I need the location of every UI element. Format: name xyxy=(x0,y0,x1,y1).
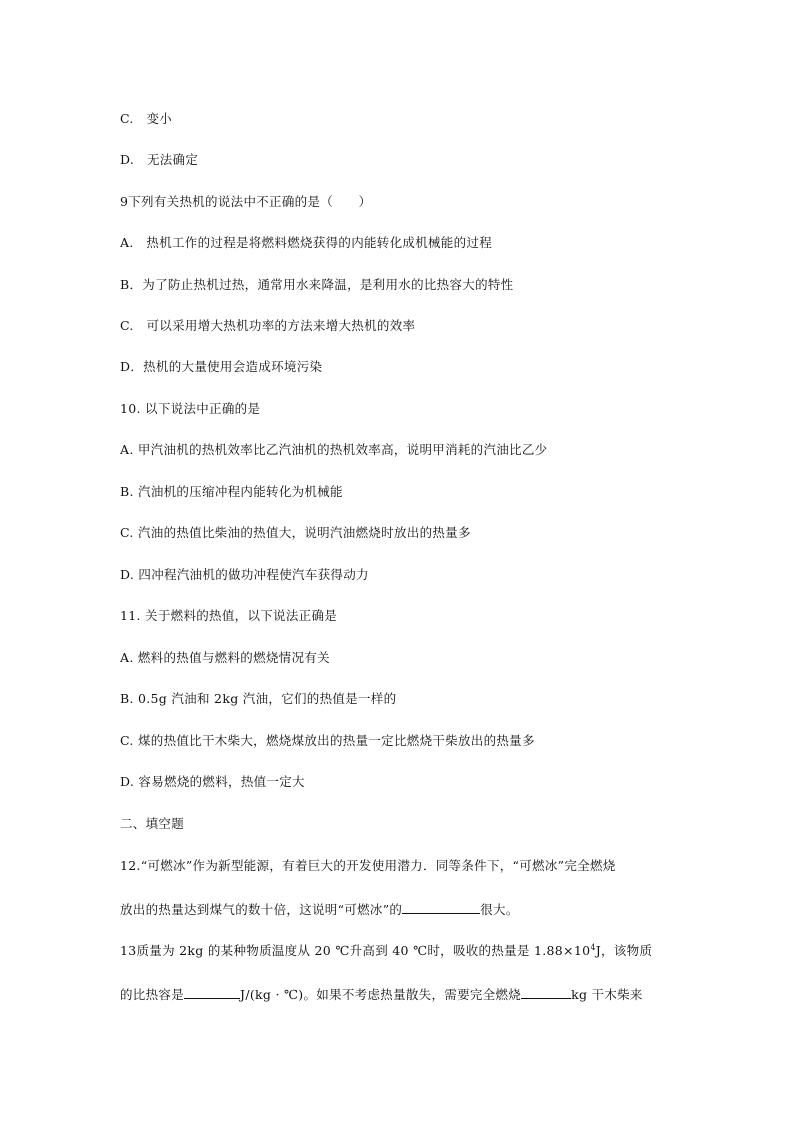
q11-option-a: A. 燃料的热值与燃料的燃烧情况有关 xyxy=(120,650,330,665)
question-12-line2 xyxy=(120,901,519,918)
q9-option-b: B．为了防止热机过热，通常用水来降温，是利用水的比热容大的特性 xyxy=(120,277,514,292)
q10-option-d: D. 四冲程汽油机的做功冲程使汽车获得动力 xyxy=(120,567,369,582)
q13-line2-before: 的比热容是 xyxy=(120,987,185,1002)
option-c-line: C. 变小 xyxy=(120,111,173,126)
q10-option-a: A. 甲汽油机的热机效率比乙汽油机的热机效率高，说明甲消耗的汽油比乙少 xyxy=(120,442,548,457)
question-9: 9下列有关热机的说法中不正确的是（ ） xyxy=(120,194,372,209)
q9-option-d: D．热机的大量使用会造成环境污染 xyxy=(120,359,323,374)
q13-line2-middle: J/(kg · ℃)。如果不考虑热量散失，需要完全燃烧 xyxy=(240,987,522,1002)
q12-answer-blank[interactable] xyxy=(402,901,480,914)
q13-text-after: J，该物质 xyxy=(595,943,653,958)
section-heading-fill-blank: 二、填空题 xyxy=(120,816,185,831)
q13-mass-blank[interactable] xyxy=(521,986,571,999)
q13-text: 13质量为 2kg 的某种物质温度从 20 ℃升高到 40 ℃时，吸收的热量是 1.88×10 xyxy=(120,943,591,958)
question-13-line2 xyxy=(120,986,643,1003)
option-d-line: D. 无法确定 xyxy=(120,152,199,167)
q13-specific-heat-blank[interactable] xyxy=(184,986,240,999)
q12-text-before: 放出的热量达到煤气的数十倍，这说明“可燃冰”的 xyxy=(120,902,403,917)
q11-option-b: B. 0.5g 汽油和 2kg 汽油，它们的热值是一样的 xyxy=(120,691,397,706)
q11-option-d: D. 容易燃烧的燃料，热值一定大 xyxy=(120,774,305,789)
q11-option-c: C. 煤的热值比干木柴大，燃烧煤放出的热量一定比燃烧干柴放出的热量多 xyxy=(120,733,535,748)
q9-option-c: C. 可以采用增大热机功率的方法来增大热机的效率 xyxy=(120,318,416,333)
question-11: 11. 关于燃料的热值，以下说法正确是 xyxy=(120,608,338,623)
q9-option-a: A. 热机工作的过程是将燃料燃烧获得的内能转化成机械能的过程 xyxy=(120,235,493,250)
q13-exponent: 4 xyxy=(590,942,596,952)
q12-text-after: 很大。 xyxy=(480,902,519,917)
q10-option-c: C. 汽油的热值比柴油的热值大，说明汽油燃烧时放出的热量多 xyxy=(120,525,471,540)
q13-line2-after: kg 干木柴来 xyxy=(571,987,643,1002)
question-12-line1: 12.“可燃冰”作为新型能源，有着巨大的开发使用潜力．同等条件下，“可燃冰”完全燃烧 xyxy=(120,858,616,873)
q10-option-b: B. 汽油机的压缩冲程内能转化为机械能 xyxy=(120,484,343,499)
question-13-line1 xyxy=(120,943,652,959)
question-10: 10. 以下说法中正确的是 xyxy=(120,401,261,416)
